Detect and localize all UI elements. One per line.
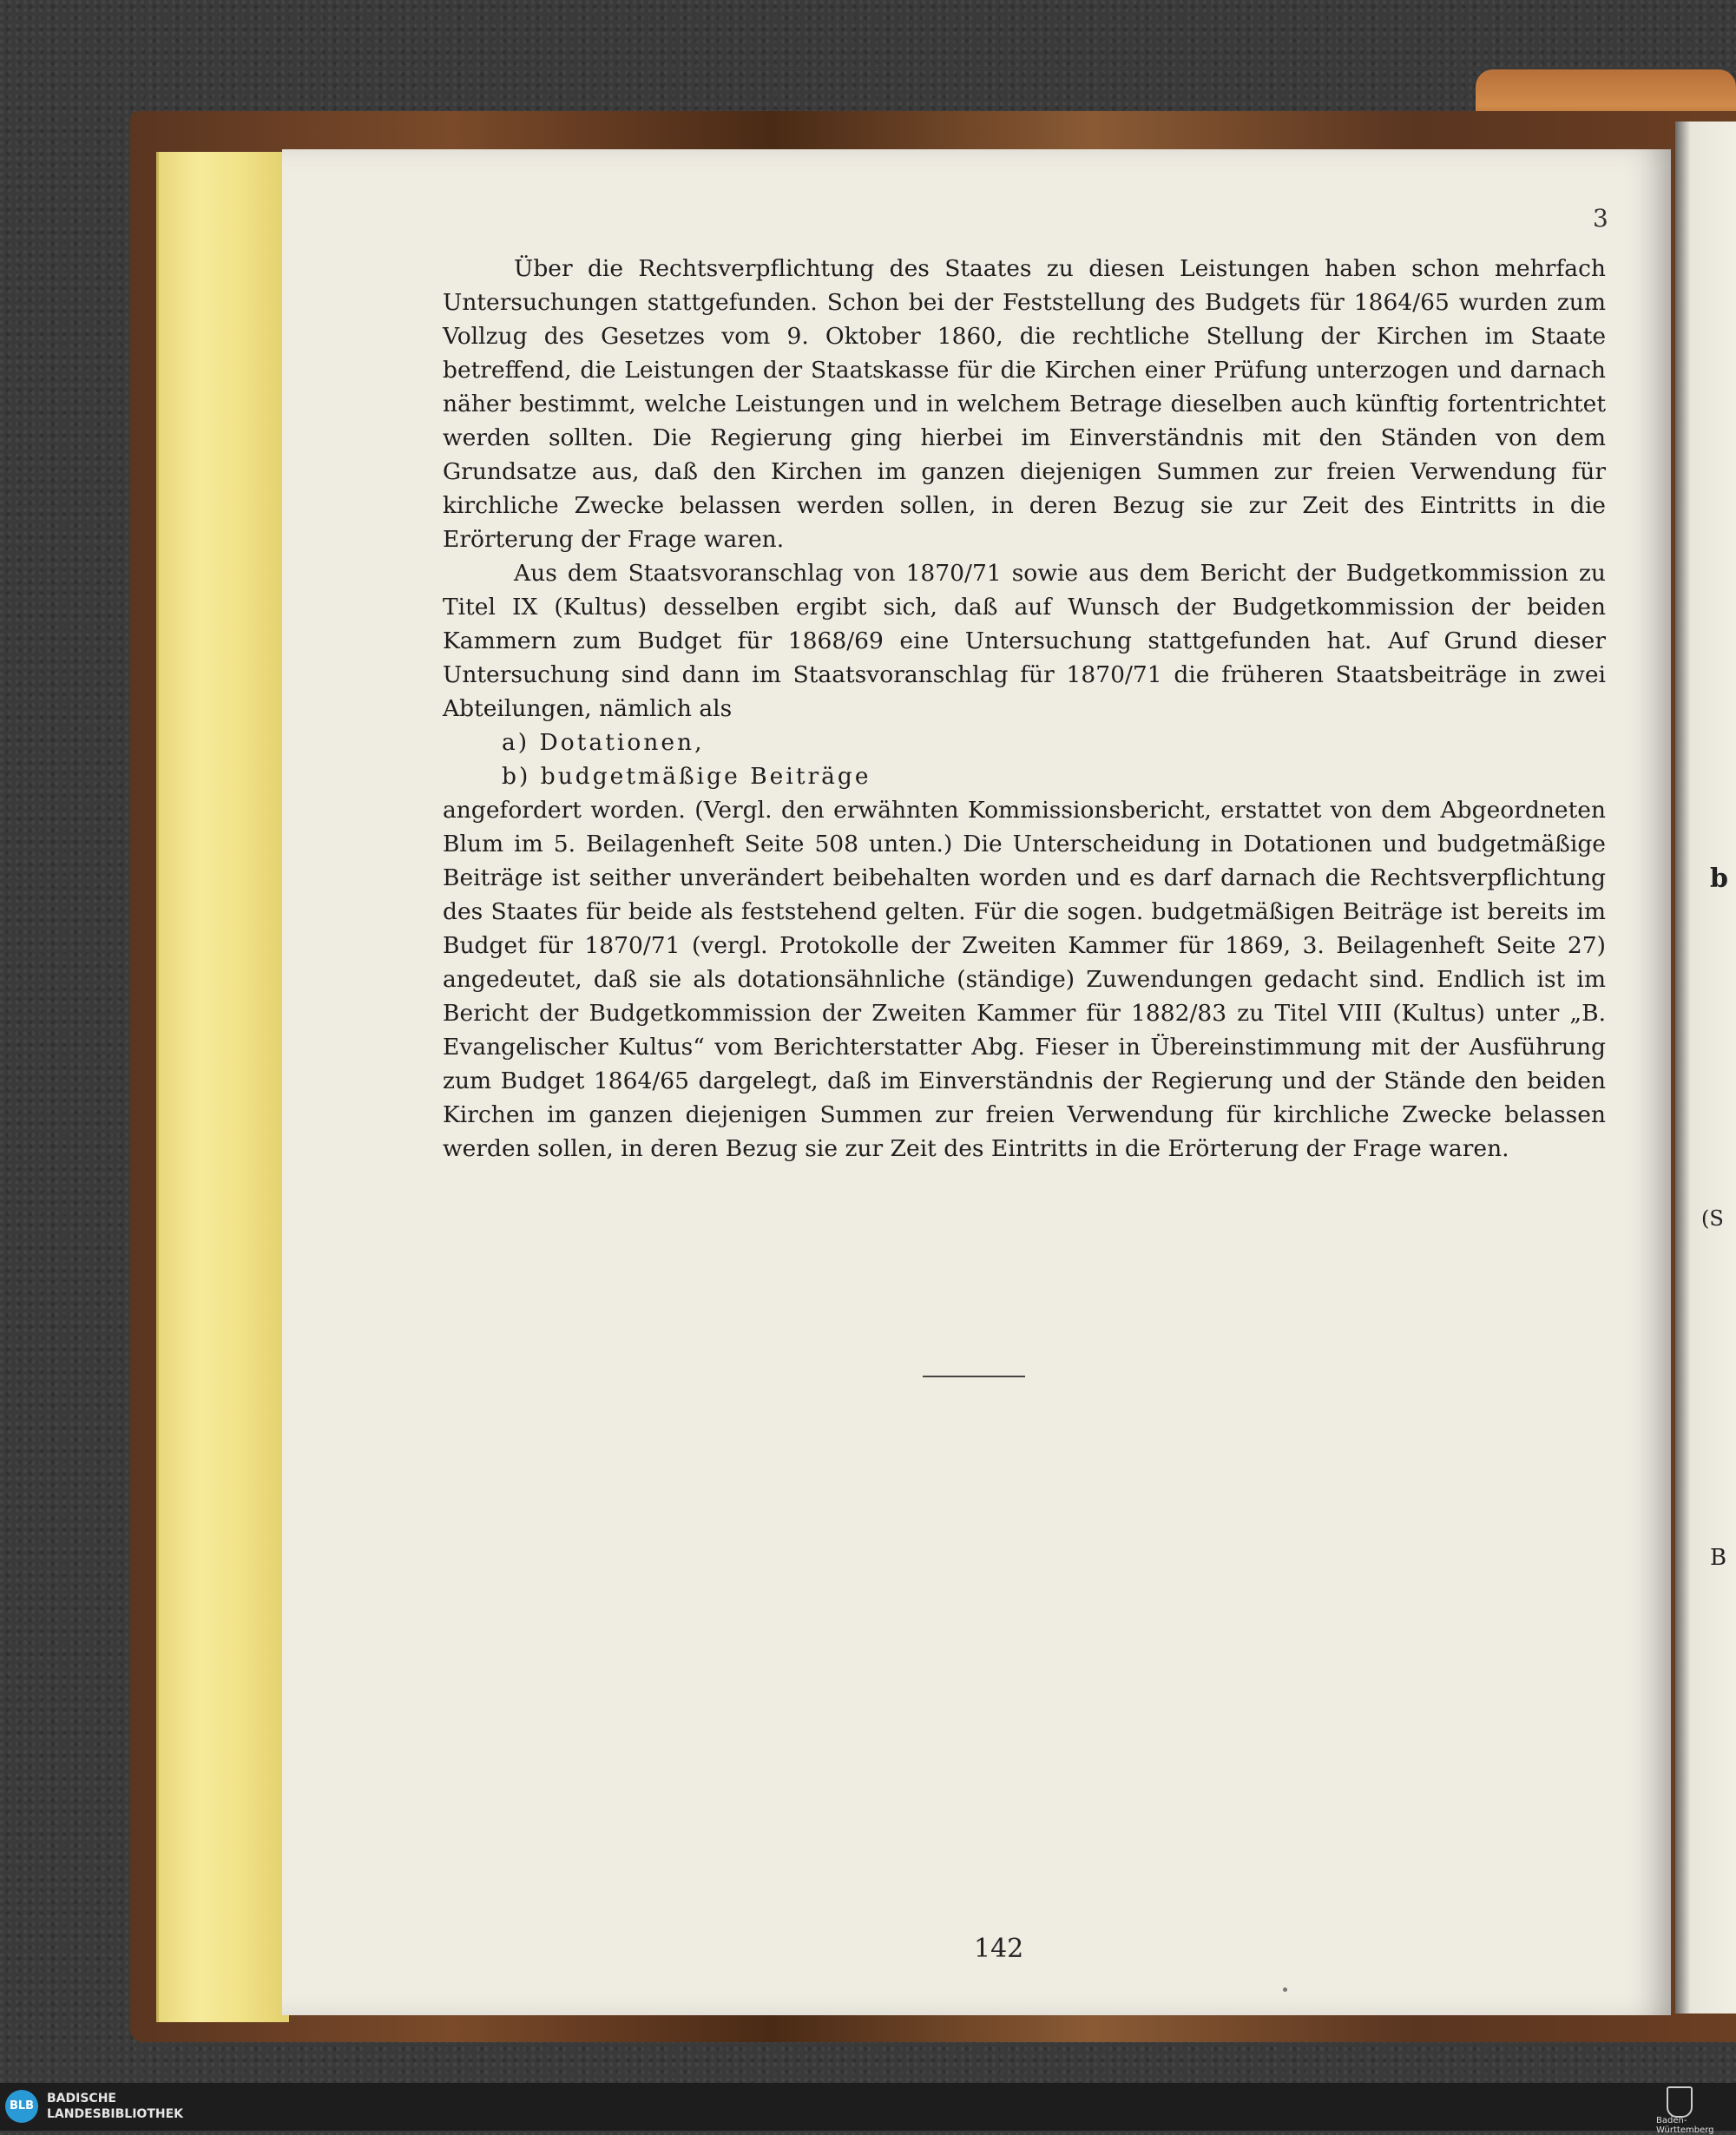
paragraph-continued: angefordert worden. (Vergl. den erwähnten Kommissionsbericht, erstattet von dem Abgeordneten Blum im 5. Beilagenheft Seite 508 unten.) Die Unterscheidung in Dotationen und budgetmäßige Beiträge ist seither unverändert beibehalten worden und es darf darnach die Rechtsverpflichtung des Staates für beide als feststehend gelten. Für die sogen. budgetmäßigen Beiträge ist bereits im Budget für 1870/71 (vergl. Protokolle der Zweiten Kammer für 1869, 3. Beilagenheft Seite 27) angedeutet, daß sie als dotationsähnliche (ständige) Zuwendungen gedacht sind. Endlich ist im Bericht der Budgetkommission der Zweiten Kammer für 1882/83 zu Titel VIII (Kultus) unter „B. Evangelischer Kultus“ vom Berichterstatter Abg. Fieser in Übereinstimmung mit der Ausführung zum Budget 1864/65 dargelegt, daß im Einverständnis der Regierung und der Stände den beiden Kirchen im ganzen diejenigen Summen zur freien Verwendung für kirchliche Zwecke belassen werden sollen, in deren Bezug sie zur Zeit des Eintritts in die Erörterung der Frage waren. bbox=[443, 797, 1606, 1162]
paragraph: Über die Rechtsverpflichtung des Staates zu diesen Leistungen haben schon mehrfach Untersuchungen stattgefunden. Schon bei der Feststellung des Budgets für 1864/65 wurden zum Vollzug des Gesetzes vom 9. Oktober 1860, die rechtliche Stellung der Kirchen im Staate betreffend, die Leistungen der Staatskasse für die Kirchen einer Prüfung unterzogen und darnach näher bestimmt, welche Leistungen und in welchem Betrage dieselben auch künftig fortentrichtet werden sollten. Die Regierung ging hierbei im Einverständnis mit den Ständen von dem Grundsatze aus, daß den Kirchen im ganzen diejenigen Summen zur freien Verwendung für kirchliche Zwecke belassen werden sollen, in deren Bezug sie zur Zeit des Eintritts in die Erörterung der Frage waren. bbox=[443, 255, 1606, 553]
list-item: b) budgetmäßige Beiträge bbox=[502, 763, 871, 790]
page-edges bbox=[156, 152, 289, 2022]
paragraph: Aus dem Staatsvoranschlag von 1870/71 sowie aus dem Bericht der Budgetkommission zu Titel IX (Kultus) desselben ergibt sich, daß auf Wunsch der Budgetkommission der beiden Kammern zum Budget für 1868/69 eine Untersuchung stattgefunden hat. Auf Grund dieser Untersuchung sind dann im Staatsvoranschlag für 1870/71 die früheren Staatsbeiträge in zwei Abteilungen, nämlich als bbox=[443, 560, 1606, 722]
blb-logo-icon: BLB bbox=[5, 2090, 38, 2123]
facing-page-glyph: b bbox=[1710, 864, 1728, 894]
list-item: a) Dotationen, bbox=[502, 729, 705, 756]
library-name-line2: LANDESBIBLIOTHEK bbox=[47, 2107, 184, 2121]
facing-page bbox=[1675, 122, 1736, 2013]
page-number-bottom: 142 bbox=[974, 1934, 1024, 1964]
body-text bbox=[443, 252, 1606, 1166]
state-name: Baden-Württemberg bbox=[1656, 2116, 1714, 2135]
page-speck bbox=[1283, 1987, 1287, 1992]
library-name-line1: BADISCHE bbox=[47, 2092, 116, 2105]
library-footer-bar bbox=[0, 2083, 1736, 2135]
library-name bbox=[47, 2091, 183, 2122]
section-divider bbox=[923, 1376, 1025, 1377]
facing-page-glyph: (S bbox=[1701, 1206, 1724, 1231]
page-number-top: 3 bbox=[1593, 204, 1608, 233]
facing-page-glyph: B bbox=[1710, 1545, 1727, 1571]
state-crest-icon bbox=[1667, 2086, 1693, 2118]
